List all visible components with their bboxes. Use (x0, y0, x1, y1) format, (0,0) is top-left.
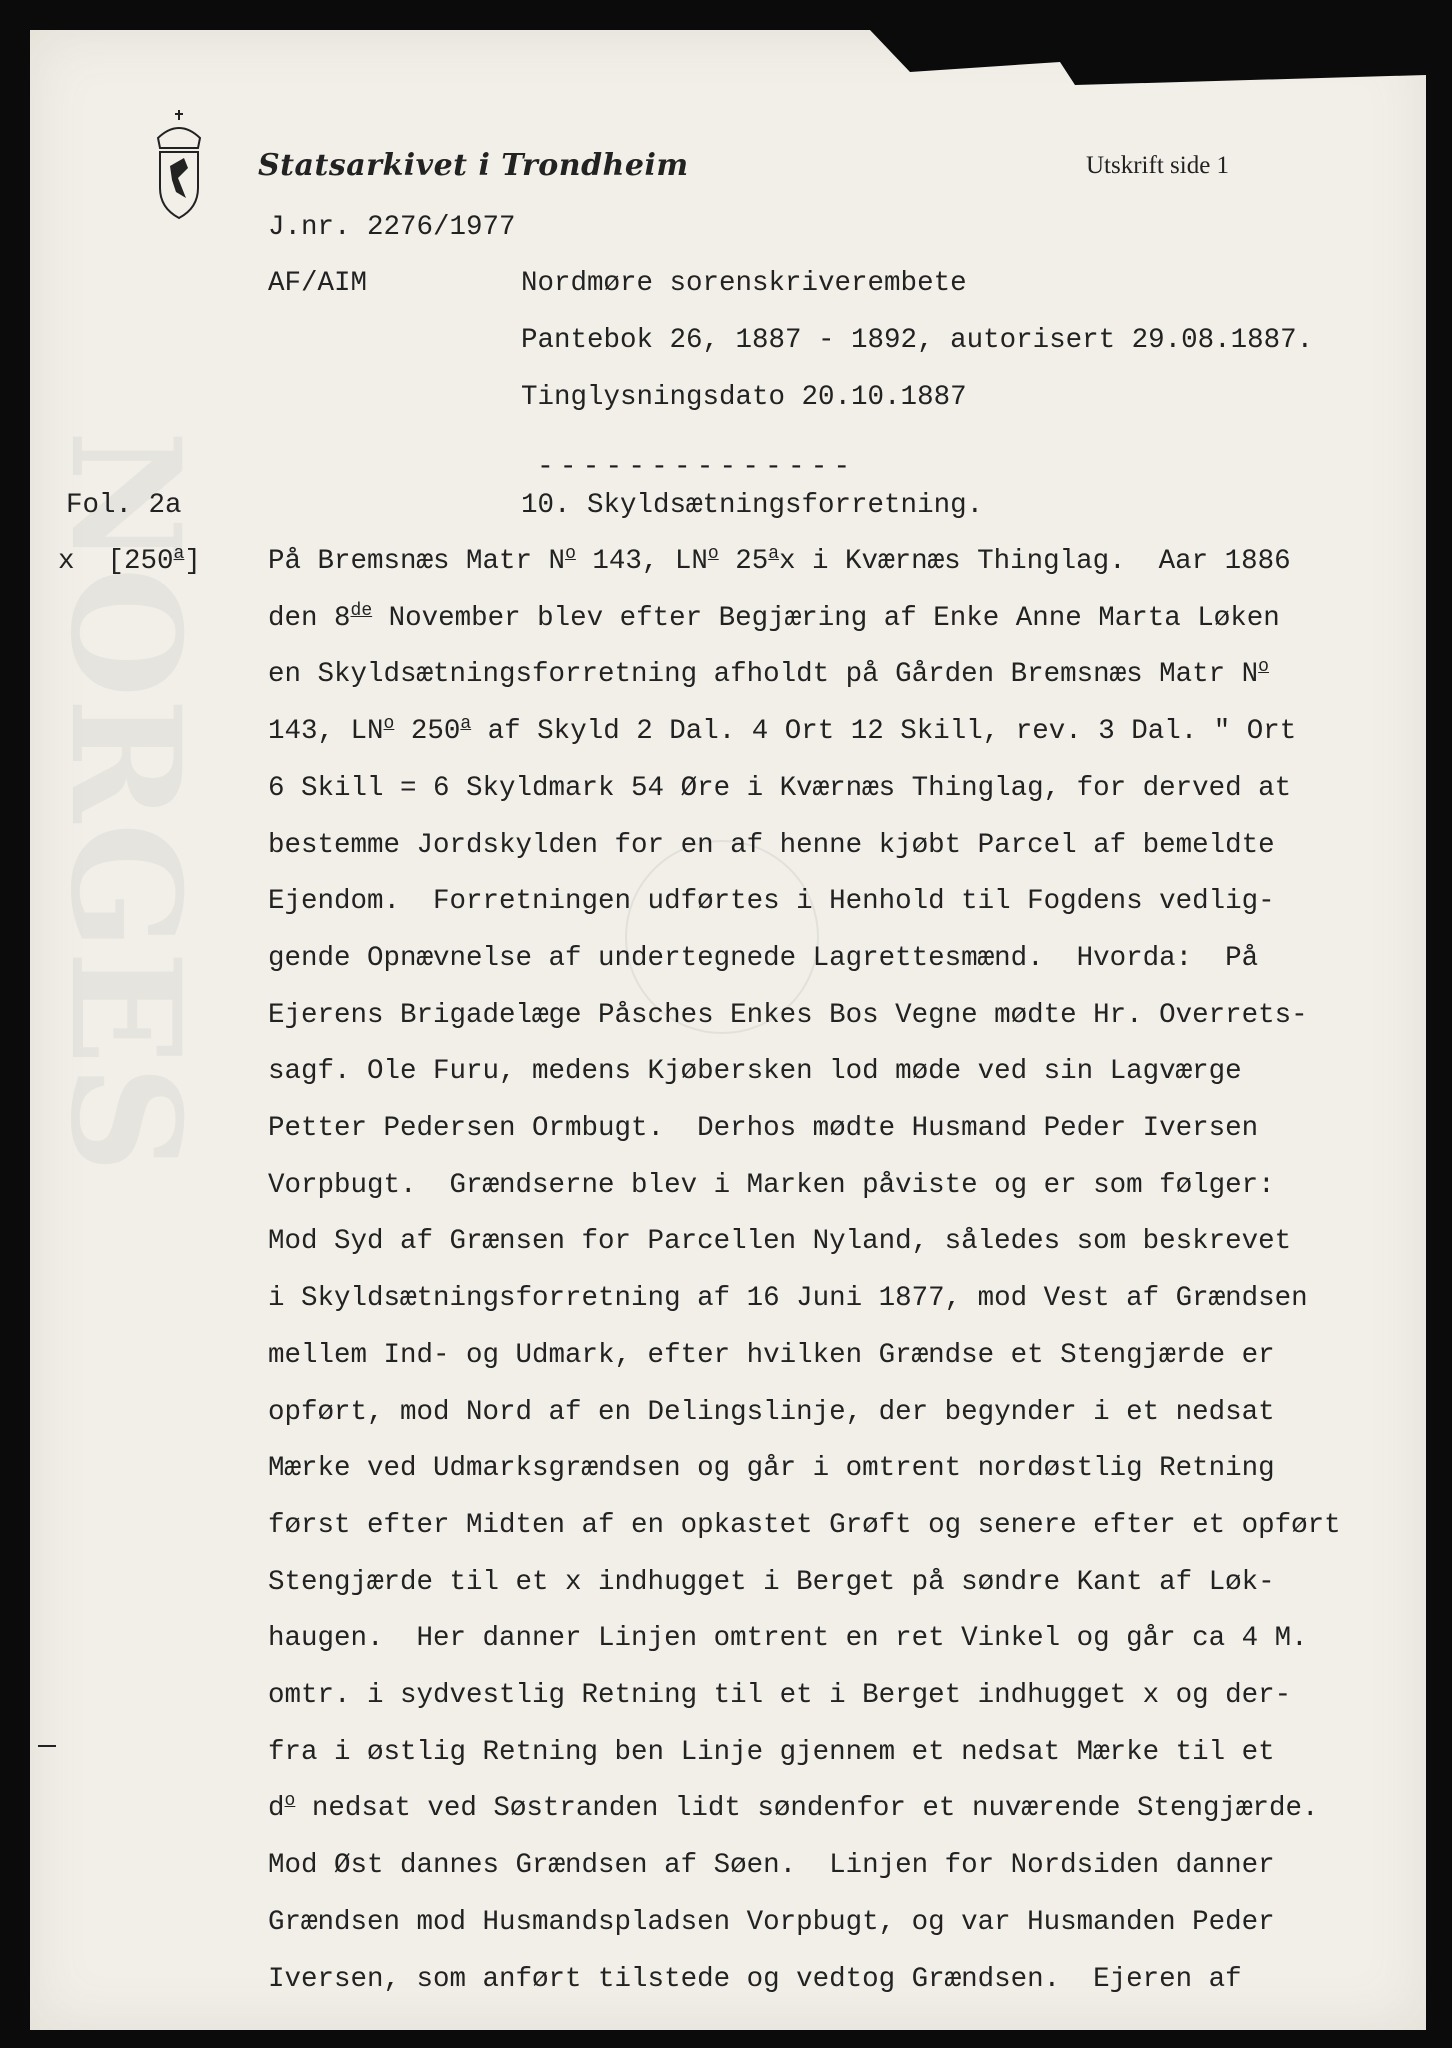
text-run: Mod Øst dannes Grændsen af Søen. Linjen for Nordsiden danner (268, 1850, 1275, 1882)
text-run: Ejendom. Forretningen udførtes i Henhold til Fogdens vedlig- (268, 886, 1275, 918)
body-line (268, 1737, 1275, 1768)
text-run: den 8 (268, 602, 351, 634)
superscript: o (284, 1791, 296, 1812)
journal-number: J.nr. 2276/1977 (268, 212, 516, 243)
text-run: gende Opnævnelse af undertegnede Lagrettesmænd. Hvorda: På (268, 942, 1259, 974)
text-run: 6 Skill = 6 Skyldmark 54 Øre i Kværnæs Thinglag, for derved at (268, 772, 1292, 804)
superscript: a (460, 714, 472, 735)
text-run: 250 (394, 716, 461, 748)
text-run: d (268, 1793, 285, 1825)
body-line (268, 1850, 1275, 1881)
body-line (268, 1453, 1275, 1484)
text-run: af Skyld 2 Dal. 4 Ort 12 Skill, rev. 3 Dal. " Ort (471, 716, 1297, 748)
body-line (268, 600, 1280, 634)
reference-close: ] (184, 546, 201, 577)
text-run: Stengjærde til et x indhugget i Berget på søndre Kant af Løk- (268, 1566, 1275, 1598)
body-line (268, 1623, 1308, 1654)
text-run: bestemme Jordskylden for en af henne kjøbt Parcel af bemeldte (268, 829, 1275, 861)
body-line (268, 1170, 1275, 1201)
body-line (268, 1226, 1291, 1257)
text-run: haugen. Her danner Linjen omtrent en ret Vinkel og går ca 4 M. (268, 1623, 1308, 1655)
body-line (268, 830, 1275, 861)
superscript: o (383, 714, 395, 735)
text-run: Iversen, som anført tilstede og vedtog Grændsen. Ejeren af (268, 1963, 1242, 1995)
body-line (268, 716, 1296, 747)
text-run: fra i østlig Retning ben Linje gjennem et nedsat Mærke til et (268, 1736, 1275, 1768)
text-run: Vorpbugt. Grændserne blev i Marken påviste og er som følger: (268, 1169, 1275, 1201)
body-line (268, 546, 1291, 577)
margin-reference (58, 546, 201, 577)
body-line (268, 1340, 1275, 1371)
body-line (268, 659, 1269, 690)
reference-number: [250 (107, 546, 174, 577)
page-label: Utskrift side 1 (1086, 152, 1230, 179)
body-line (268, 1397, 1275, 1428)
separator-line: -------------- (537, 452, 857, 483)
superscript: de (350, 600, 373, 621)
body-line (268, 1000, 1308, 1031)
text-run: mellem Ind- og Udmark, efter hvilken Grændse et Stengjærde er (268, 1339, 1275, 1371)
text-run: Ejerens Brigadelæge Påsches Enkes Bos Vegne mødte Hr. Overrets- (268, 999, 1308, 1031)
text-run: nedsat ved Søstranden lidt søndenfor et nuværende Stengjærde. (295, 1793, 1319, 1825)
body-line (268, 1567, 1275, 1598)
text-run: På Bremsnæs Matr N (268, 546, 566, 577)
background-watermark (0, 430, 200, 1730)
text-run: 25 (718, 546, 769, 577)
body-line (268, 1793, 1319, 1824)
text-run: x i Kværnæs Thinglag. Aar 1886 (779, 546, 1291, 577)
institution-title: Statsarkivet i Trondheim (258, 148, 689, 183)
superscript: o (707, 544, 719, 564)
text-run: 143, LN (575, 546, 708, 577)
text-run: Petter Pedersen Ormbugt. Derhos mødte Husmand Peder Iversen (268, 1113, 1259, 1144)
body-line (268, 943, 1258, 974)
section-title: 10. Skyldsætningsforretning. (521, 490, 984, 521)
superscript: o (1258, 657, 1269, 678)
text-run: en Skyldsætningsforretning afholdt på Gården Bremsnæs Matr N (268, 659, 1259, 691)
margin-tick (38, 1745, 56, 1747)
text-run: opført, mod Nord af en Delingslinje, der begynder i et nedsat (268, 1396, 1275, 1428)
body-line (268, 886, 1275, 917)
body-line (268, 1113, 1258, 1144)
body-line (268, 1907, 1275, 1938)
body-line (268, 1056, 1242, 1087)
text-run: i Skyldsætningsforretning af 16 Juni 1877, mod Vest af Grændsen (268, 1283, 1308, 1315)
text-run: sagf. Ole Furu, medens Kjøbersken lod møde ved sin Lagværge (268, 1056, 1242, 1088)
initials: AF/AIM (268, 268, 368, 299)
text-run: Mod Syd af Grænsen for Parcellen Nyland, således som beskrevet (268, 1226, 1292, 1258)
superscript: o (565, 544, 576, 564)
registration-date: Tinglysningsdato 20.10.1887 (521, 382, 967, 413)
superscript: a (768, 544, 780, 564)
body-line (268, 1680, 1291, 1711)
reference-mark: x (58, 546, 75, 577)
office-name: Nordmøre sorenskriverembete (521, 268, 967, 299)
text-run: Grændsen mod Husmandspladsen Vorpbugt, og var Husmanden Peder (268, 1906, 1275, 1938)
body-line (268, 1510, 1341, 1541)
text-run: først efter Midten af en opkastet Grøft og senere efter et opført (268, 1509, 1341, 1541)
book-reference: Pantebok 26, 1887 - 1892, autorisert 29.08.1887. (521, 325, 1314, 356)
folio-label: Fol. 2a (66, 490, 182, 521)
text-run: Mærke ved Udmarksgrændsen og går i omtrent nordøstlig Retning (268, 1453, 1275, 1485)
text-run: November blev efter Begjæring af Enke Anne Marta Løken (372, 602, 1280, 634)
text-run: 143, LN (268, 716, 384, 748)
text-run: omtr. i sydvestlig Retning til et i Berget indhugget x og der- (268, 1680, 1292, 1711)
norwegian-crest-icon (148, 108, 210, 223)
reference-superscript: a (173, 544, 185, 564)
body-line (268, 1283, 1308, 1314)
body-line (268, 773, 1291, 804)
body-line (268, 1964, 1242, 1995)
